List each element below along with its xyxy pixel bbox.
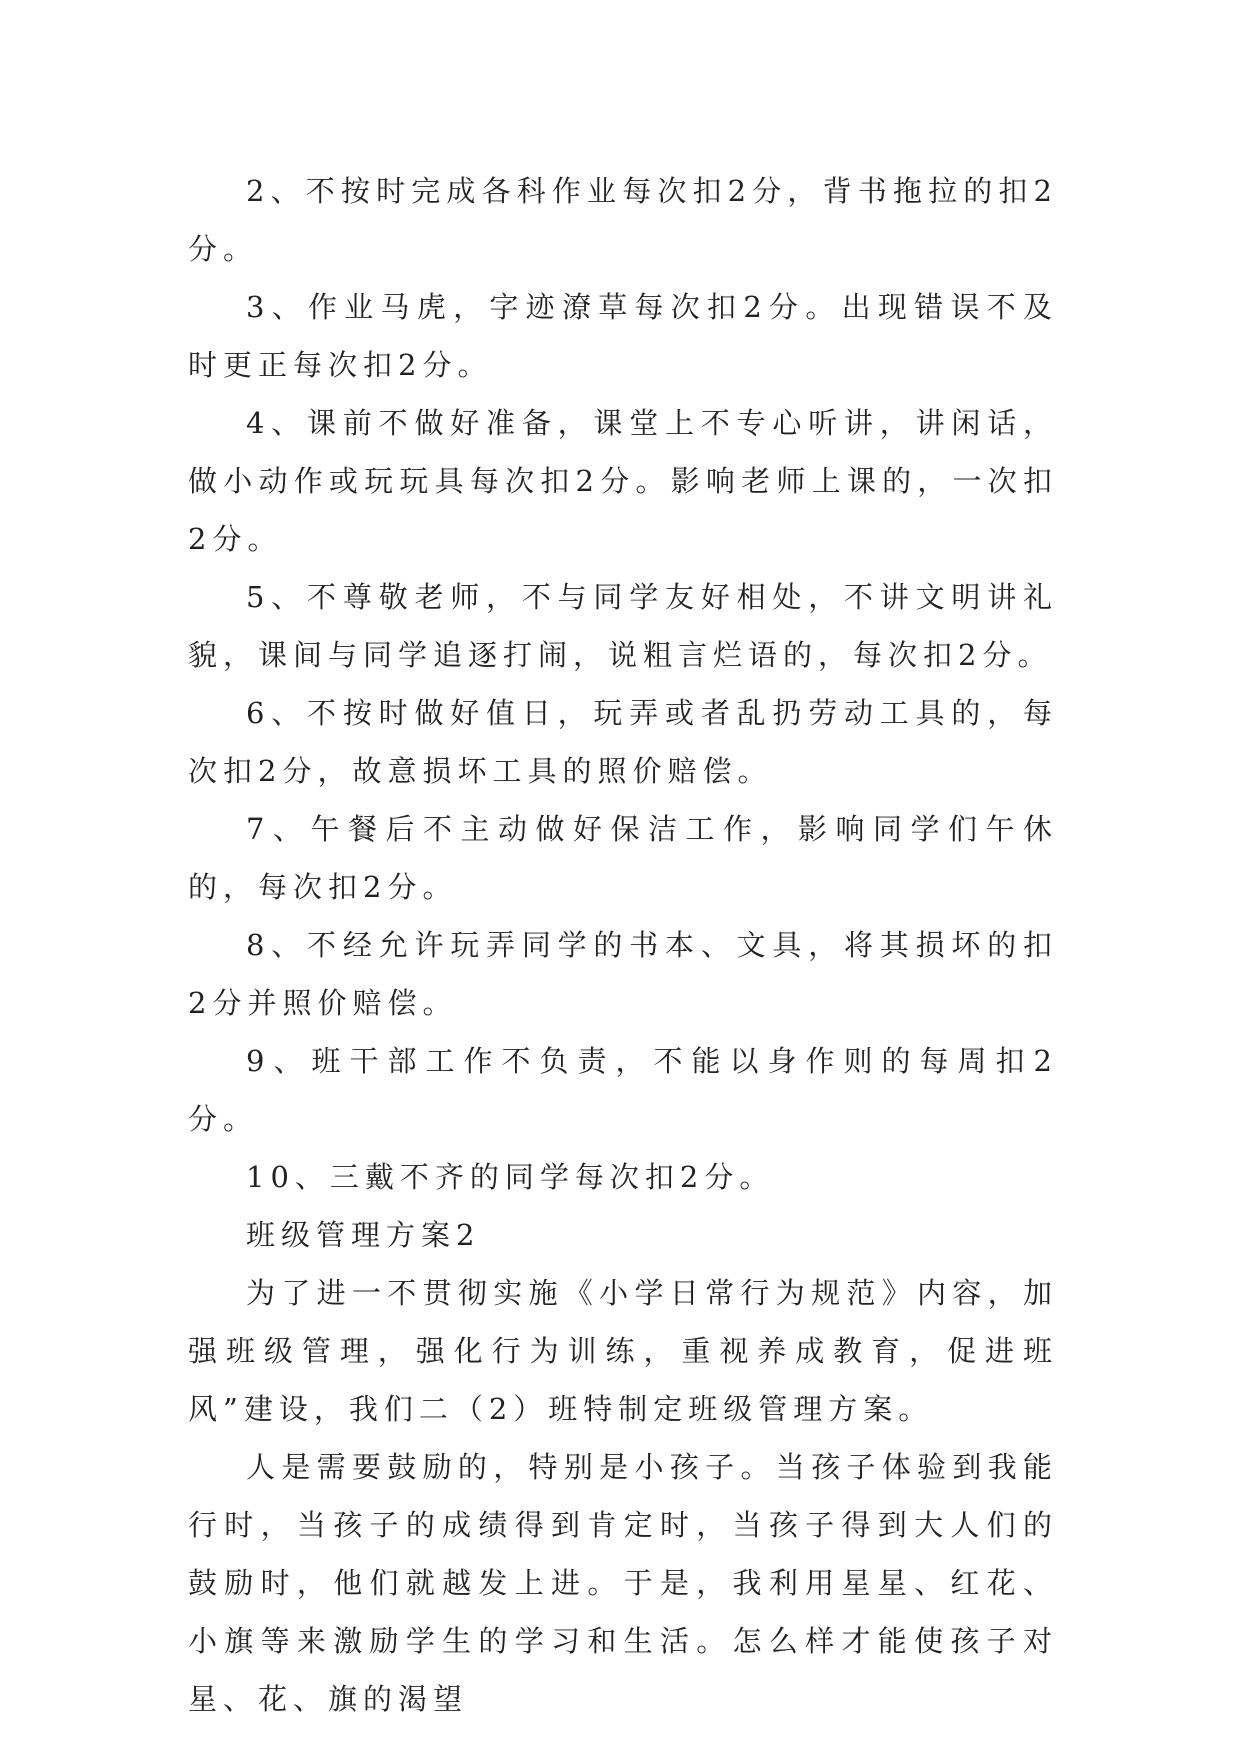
intro-paragraph: 为了进一不贯彻实施《小学日常行为规范》内容，加强班级管理，强化行为训练，重视养成教育，促进班风”建设，我们二（2）班特制定班级管理方案。: [188, 1276, 1058, 1426]
rule-item-2: 2、不按时完成各科作业每次扣2分，背书拖拉的扣2分。: [188, 174, 1058, 266]
rule-item-3: 3、作业马虎，字迹潦草每次扣2分。出现错误不及时更正每次扣2分。: [188, 290, 1058, 382]
rule-item-4: 4、课前不做好准备，课堂上不专心听讲，讲闲话，做小动作或玩玩具每次扣2分。影响老师上课的，一次扣2分。: [188, 406, 1058, 556]
rule-item-6: 6、不按时做好值日，玩弄或者乱扔劳动工具的，每次扣2分，故意损坏工具的照价赔偿。: [188, 696, 1058, 788]
rule-item-8: 8、不经允许玩弄同学的书本、文具，将其损坏的扣2分并照价赔偿。: [188, 928, 1058, 1020]
body-paragraph: 人是需要鼓励的，特别是小孩子。当孩子体验到我能行时，当孩子的成绩得到肯定时，当孩子得到大人们的鼓励时，他们就越发上进。于是，我利用星星、红花、小旗等来激励学生的学习和生活。怎么样才能使孩子对星、花、旗的渴望: [188, 1450, 1058, 1716]
rule-item-7: 7、午餐后不主动做好保洁工作，影响同学们午休的，每次扣2分。: [188, 812, 1058, 904]
rule-item-9: 9、班干部工作不负责，不能以身作则的每周扣2分。: [188, 1044, 1058, 1136]
rule-item-5: 5、不尊敬老师，不与同学友好相处，不讲文明讲礼貌，课间与同学追逐打闹，说粗言烂语的，每次扣2分。: [188, 580, 1058, 672]
document-page: [188, 162, 1058, 1728]
section-heading: 班级管理方案2: [246, 1218, 481, 1252]
rule-item-10: 10、三戴不齐的同学每次扣2分。: [246, 1160, 775, 1194]
